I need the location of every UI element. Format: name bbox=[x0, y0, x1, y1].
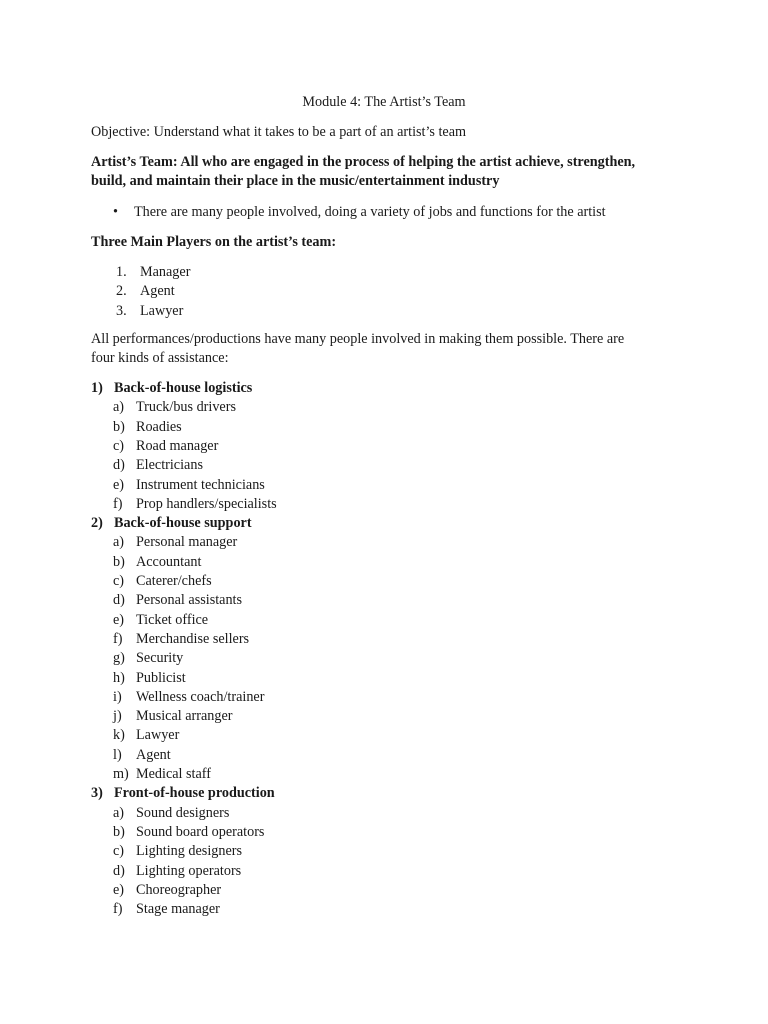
section-list-item-marker: f) bbox=[113, 495, 123, 512]
section-list-item-label: Lighting operators bbox=[136, 862, 242, 879]
section-list-item-marker: m) bbox=[113, 766, 129, 782]
bullet-text: There are many people involved, doing a variety of jobs and functions for the artist bbox=[134, 204, 606, 220]
section-list-item-label: Caterer/chefs bbox=[136, 573, 212, 589]
section-heading-marker: 1) bbox=[91, 380, 103, 396]
section-list-item-marker: g) bbox=[113, 650, 125, 667]
section-list-item-marker: d) bbox=[113, 862, 125, 879]
section-list-item-marker: e) bbox=[113, 476, 125, 493]
section-list-item-marker: c) bbox=[113, 573, 125, 589]
section-list-item-marker: j) bbox=[113, 708, 122, 725]
section-list-item-label: Security bbox=[136, 650, 184, 667]
bullet-item bbox=[113, 203, 606, 222]
definition-line-1: Artist’s Team: All who are engaged in the process of helping the artist achieve, strengthen, bbox=[91, 154, 636, 170]
section-list-item-marker: d) bbox=[113, 457, 125, 474]
section-list-item-marker: a) bbox=[113, 804, 125, 821]
main-players-heading: Three Main Players on the artist’s team: bbox=[91, 234, 337, 250]
main-player-item-label: Lawyer bbox=[140, 302, 184, 319]
main-player-item-marker: 3. bbox=[116, 302, 127, 319]
section-list-item-label: Personal assistants bbox=[136, 592, 243, 609]
section-list-item-marker: e) bbox=[113, 611, 125, 628]
section-list-item-label: Lighting designers bbox=[136, 843, 242, 860]
section-list-item-label: Prop handlers/specialists bbox=[136, 495, 277, 512]
main-player-item-marker: 2. bbox=[116, 283, 127, 300]
section-list-item-label: Medical staff bbox=[136, 766, 211, 782]
section-list-item-label: Personal manager bbox=[136, 534, 238, 551]
section-list-item-marker: k) bbox=[113, 727, 125, 744]
main-player-item-marker: 1. bbox=[116, 264, 127, 280]
section-list-item-label: Sound board operators bbox=[136, 823, 265, 840]
section-heading-marker: 3) bbox=[91, 785, 103, 802]
section-list-item-label: Road manager bbox=[136, 437, 219, 454]
intro-line-2: four kinds of assistance: bbox=[91, 350, 229, 366]
section-list-item-label: Sound designers bbox=[136, 804, 230, 821]
section-list-item-marker: f) bbox=[113, 901, 123, 918]
section-list-item-label: Electricians bbox=[136, 457, 203, 474]
section-list-item-label: Lawyer bbox=[136, 727, 180, 744]
section-list-item-marker: d) bbox=[113, 592, 125, 609]
main-player-item-label: Manager bbox=[140, 264, 191, 280]
section-list-item-marker: f) bbox=[113, 630, 123, 647]
section-list-item-label: Accountant bbox=[136, 553, 202, 570]
main-player-item-label: Agent bbox=[140, 283, 175, 300]
section-list-item-marker: b) bbox=[113, 823, 125, 840]
section-list-item-marker: e) bbox=[113, 881, 125, 898]
page-title: Module 4: The Artist’s Team bbox=[302, 94, 466, 110]
section-list-item-marker: l) bbox=[113, 746, 122, 763]
definition-line-2: build, and maintain their place in the music/entertainment industry bbox=[91, 173, 500, 189]
section-list-item-label: Stage manager bbox=[136, 901, 220, 918]
section-list-item-marker: a) bbox=[113, 534, 125, 551]
section-list-item-label: Wellness coach/trainer bbox=[136, 688, 265, 705]
section-heading-label: Back-of-house support bbox=[114, 515, 252, 532]
section-heading-marker: 2) bbox=[91, 515, 103, 532]
section-heading-label: Front-of-house production bbox=[114, 785, 275, 802]
section-list-item-marker: i) bbox=[113, 688, 122, 705]
objective-text: Objective: Understand what it takes to be a part of an artist’s team bbox=[91, 124, 467, 140]
section-list-item-label: Musical arranger bbox=[136, 708, 233, 725]
section-list-item-marker: b) bbox=[113, 553, 125, 570]
section-list-item-label: Merchandise sellers bbox=[136, 630, 250, 647]
section-list-item-marker: c) bbox=[113, 437, 125, 454]
section-list-item-marker: a) bbox=[113, 399, 125, 416]
section-list-item-label: Agent bbox=[136, 746, 171, 763]
section-list-item-marker: b) bbox=[113, 418, 125, 435]
intro-line-1: All performances/productions have many people involved in making them possible. There are bbox=[91, 331, 625, 347]
section-list-item-label: Publicist bbox=[136, 669, 186, 686]
bullet-marker: • bbox=[113, 204, 118, 220]
section-heading-label: Back-of-house logistics bbox=[114, 380, 253, 396]
section-list-item-label: Roadies bbox=[136, 418, 182, 435]
section-list-item-marker: c) bbox=[113, 843, 125, 860]
section-list-item-label: Ticket office bbox=[136, 611, 209, 628]
section-list-item-marker: h) bbox=[113, 669, 125, 686]
section-list-item-label: Choreographer bbox=[136, 881, 222, 898]
section-list-item-label: Truck/bus drivers bbox=[136, 399, 236, 416]
section-list-item-label: Instrument technicians bbox=[136, 476, 265, 493]
